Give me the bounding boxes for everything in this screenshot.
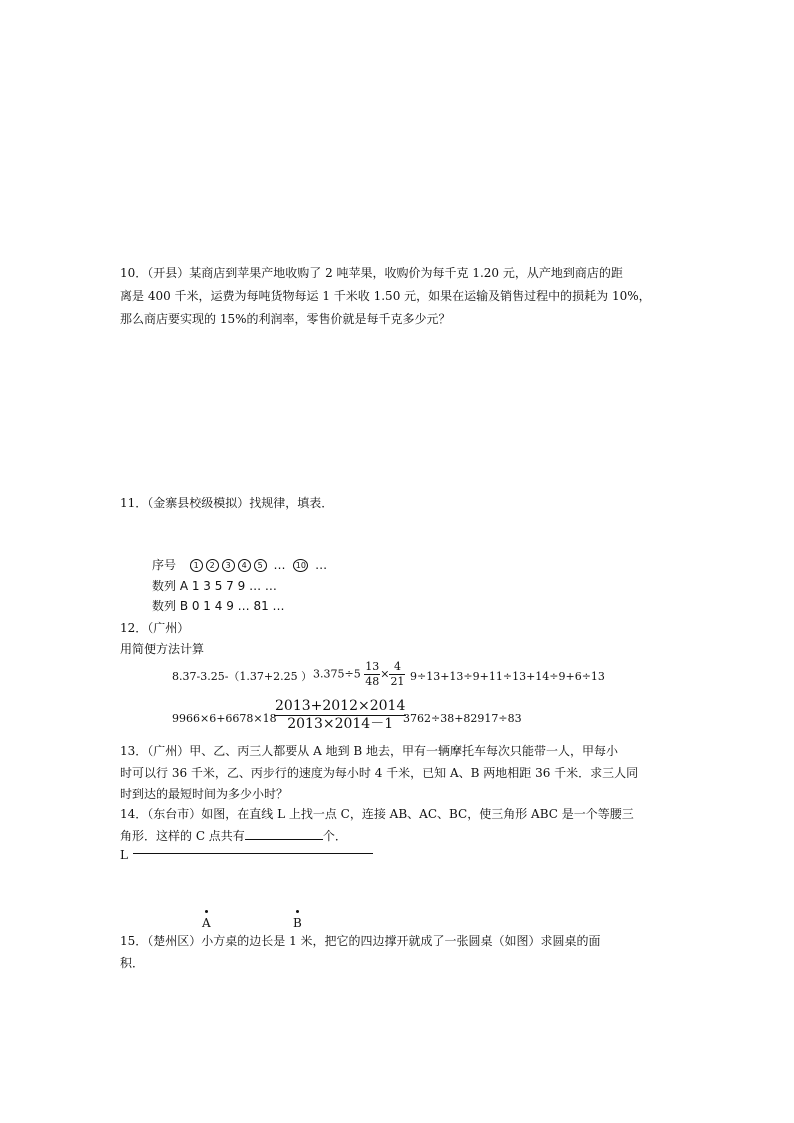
line-l-label: L xyxy=(120,848,128,862)
circled-number-1: 1 xyxy=(190,559,203,572)
fraction-1-numerator: 13 xyxy=(365,660,380,673)
q14-line-2 xyxy=(120,827,347,844)
circled-number-2: 2 xyxy=(206,559,219,572)
point-b-label: B xyxy=(293,916,302,930)
big-fraction-denominator: 2013×2014－1 xyxy=(287,716,394,732)
q11-row-index xyxy=(152,557,327,573)
q14-line-1: 14．（东台市）如图，在直线 L 上找一点 C，连接 AB、AC、BC，使三角形 ABC 是一个等腰三 xyxy=(120,807,634,821)
q12-subtitle: 用简便方法计算 xyxy=(120,642,205,656)
q12-title: 12．（广州） xyxy=(120,621,190,635)
fraction-1-denominator: 48 xyxy=(365,675,380,688)
point-a-dot xyxy=(205,910,208,913)
big-fraction-numerator: 2013+2012×2014 xyxy=(275,698,406,714)
answer-blank xyxy=(245,827,323,840)
q11-ellipsis-1: … xyxy=(273,558,286,572)
q13-line-1: 13．（广州）甲、乙、丙三人都要从 A 地到 B 地去，甲有一辆摩托车每次只能带一人，甲每小 xyxy=(120,744,619,758)
q15-line-1: 15．（楚州区）小方桌的边长是 1 米，把它的四边撑开就成了一张圆桌（如图）求圆桌的面 xyxy=(120,934,601,948)
q10-line-1: 10．（开县）某商店到苹果产地收购了 2 吨苹果，收购价为每千克 1.20 元，从产地到商店的距 xyxy=(120,266,623,280)
q12-expr-2 xyxy=(313,660,405,689)
q10-line-2: 离是 400 千米，运费为每吨货物每运 1 千米收 1.50 元，如果在运输及销售过程中的损耗为 10%， xyxy=(120,289,651,303)
q11-ellipsis-2: … xyxy=(315,558,328,572)
fraction-2-denominator: 21 xyxy=(390,675,405,688)
big-fraction xyxy=(274,698,406,733)
q12-fraction-1 xyxy=(364,660,380,689)
q11-row-label: 序号 xyxy=(152,558,177,572)
q12-expr-2-prefix: 3.375÷5 xyxy=(313,667,361,681)
q15-line-2: 积． xyxy=(120,956,145,970)
times-sign: × xyxy=(380,667,390,681)
circled-number-4: 4 xyxy=(238,559,251,572)
point-b-dot xyxy=(296,910,299,913)
q12-big-fraction xyxy=(274,698,406,733)
q12-expr-1: 8.37-3.25-（1.37+2.25 ） xyxy=(172,670,313,683)
q11-row-a: 数列 A 1 3 5 7 9 … … xyxy=(152,579,277,593)
q13-line-2: 时可以行 36 千米，乙、丙步行的速度为每小时 4 千米，已知 A、B 两地相距 36 千米．求三人同 xyxy=(120,766,639,780)
q12-expr-4: 9966×6+6678×18 xyxy=(172,712,277,725)
q14-line-2-suffix: 个． xyxy=(322,829,347,843)
q12-expr-3: 9÷13+13÷9+11÷13+14÷9+6÷13 xyxy=(410,670,605,683)
q11-title: 11．（金寨县校级模拟）找规律，填表． xyxy=(120,496,334,510)
q13-line-3: 时到达的最短时间为多少小时？ xyxy=(120,787,289,801)
fraction-2-numerator: 4 xyxy=(389,660,405,675)
q12-fraction-2 xyxy=(389,660,405,689)
line-l xyxy=(133,853,373,854)
circled-number-3: 3 xyxy=(222,559,235,572)
point-a-label: A xyxy=(202,916,211,930)
q10-line-3: 那么商店要实现的 15%的利润率，零售价就是每千克多少元？ xyxy=(120,312,451,326)
circled-number-5: 5 xyxy=(254,559,267,572)
q12-expr-5: 3762÷38+82917÷83 xyxy=(403,712,522,725)
q11-row-b: 数列 B 0 1 4 9 … 81 … xyxy=(152,599,285,613)
circled-number-10: 10 xyxy=(293,559,308,572)
q14-line-2-text: 角形．这样的 C 点共有 xyxy=(120,829,245,843)
